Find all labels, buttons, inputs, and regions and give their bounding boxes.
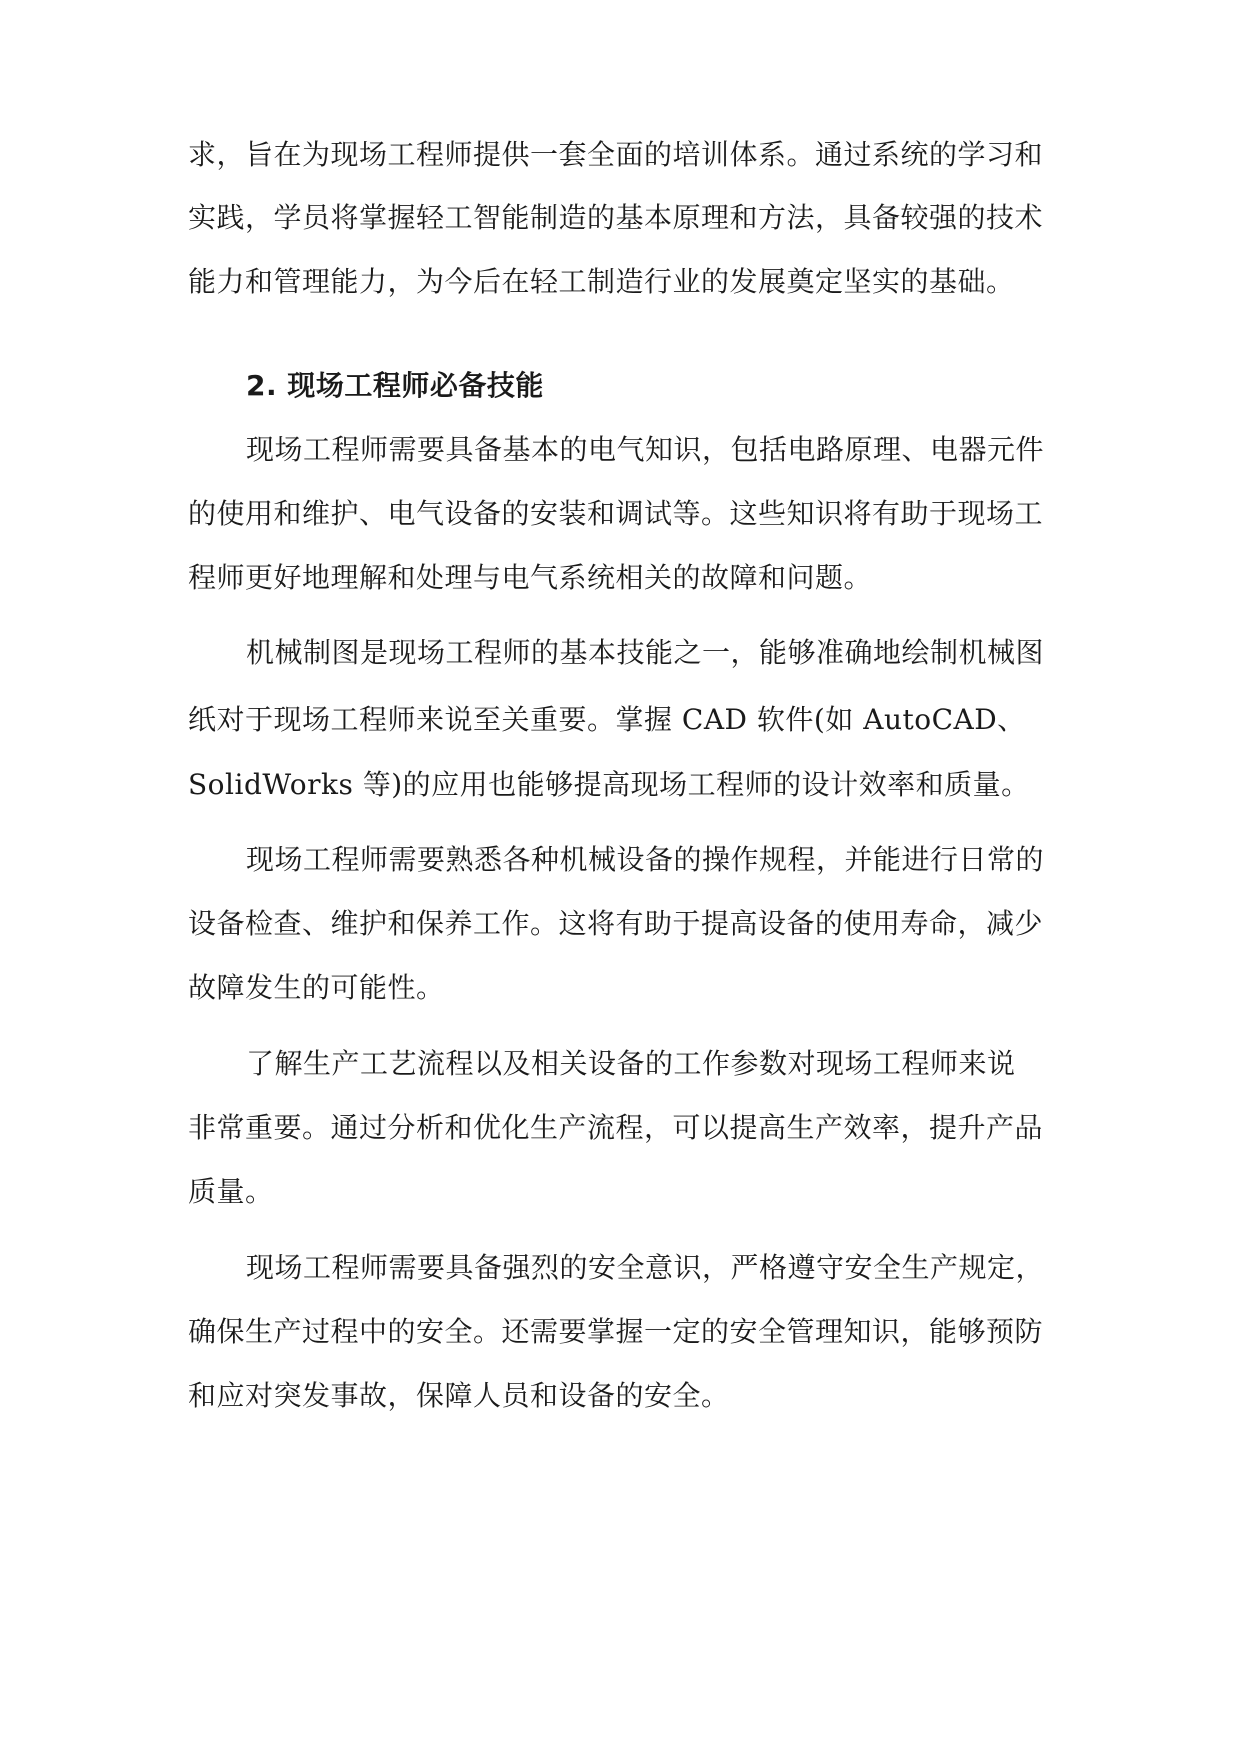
equipment-line-1: 现场工程师需要熟悉各种机械设备的操作规程，并能进行日常的 [246, 843, 1045, 876]
drawing-line-3: SolidWorks 等)的应用也能够提高现场工程师的设计效率和质量。 [188, 768, 1030, 801]
drawing-line-2: 纸对于现场工程师来说至关重要。掌握 CAD 软件(如 AutoCAD、 [188, 703, 1026, 736]
electrical-line-2: 的使用和维护、电气设备的安装和调试等。这些知识将有助于现场工 [188, 497, 1044, 530]
section-heading: 2. 现场工程师必备技能 [246, 369, 544, 402]
intro-line-1: 求，旨在为现场工程师提供一套全面的培训体系。通过系统的学习和 [188, 138, 1044, 171]
process-line-1: 了解生产工艺流程以及相关设备的工作参数对现场工程师来说 [246, 1047, 1016, 1080]
electrical-line-1: 现场工程师需要具备基本的电气知识，包括电路原理、电器元件 [246, 433, 1045, 466]
drawing-line-1: 机械制图是现场工程师的基本技能之一，能够准确地绘制机械图 [246, 636, 1045, 669]
electrical-line-3: 程师更好地理解和处理与电气系统相关的故障和问题。 [188, 561, 873, 594]
process-line-2: 非常重要。通过分析和优化生产流程，可以提高生产效率，提升产品 [188, 1111, 1044, 1144]
intro-line-2: 实践，学员将掌握轻工智能制造的基本原理和方法，具备较强的技术 [188, 201, 1044, 234]
safety-line-1: 现场工程师需要具备强烈的安全意识，严格遵守安全生产规定， [246, 1251, 1045, 1284]
process-line-3: 质量。 [188, 1175, 274, 1208]
equipment-line-2: 设备检查、维护和保养工作。这将有助于提高设备的使用寿命，减少 [188, 907, 1044, 940]
intro-line-3: 能力和管理能力，为今后在轻工制造行业的发展奠定坚实的基础。 [188, 265, 1015, 298]
equipment-line-3: 故障发生的可能性。 [188, 971, 445, 1004]
safety-line-3: 和应对突发事故，保障人员和设备的安全。 [188, 1379, 730, 1412]
safety-line-2: 确保生产过程中的安全。还需要掌握一定的安全管理知识，能够预防 [188, 1315, 1044, 1348]
